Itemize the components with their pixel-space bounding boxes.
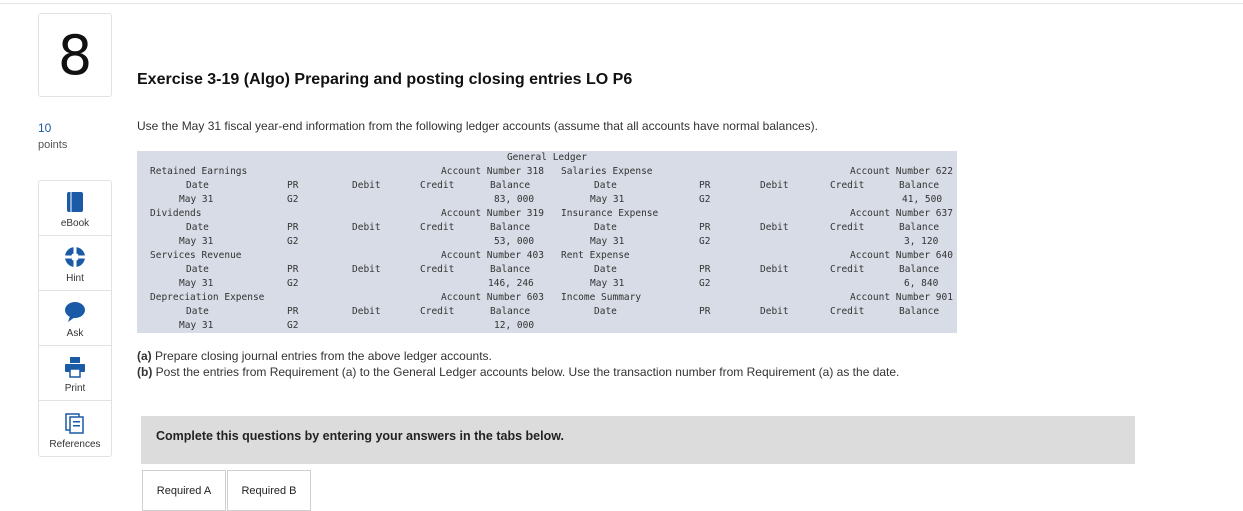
column-header-balance: Balance [899, 222, 940, 233]
account-name: Salaries Expense [561, 166, 653, 177]
column-header-date: Date [594, 306, 617, 317]
print-button[interactable] [39, 346, 111, 401]
requirement-a [137, 348, 977, 364]
column-header-pr: PR [699, 264, 711, 275]
tab-required-a[interactable] [142, 470, 226, 511]
account-name: Dividends [150, 208, 202, 219]
account-name: Rent Expense [561, 250, 630, 261]
account-number: Account Number 622 [850, 166, 953, 177]
entry-date: May 31 [179, 194, 214, 205]
ask-button[interactable] [39, 291, 111, 346]
requirement-b-label: (b) [137, 365, 153, 379]
column-header-credit: Credit [420, 180, 455, 191]
column-header-debit: Debit [760, 222, 789, 233]
entry-balance: 3, 120 [904, 236, 939, 247]
column-header-credit: Credit [830, 222, 865, 233]
column-header-debit: Debit [352, 306, 381, 317]
account-number: Account Number 640 [850, 250, 953, 261]
column-header-balance: Balance [490, 180, 531, 191]
entry-balance: 83, 000 [494, 194, 535, 205]
column-header-date: Date [186, 264, 209, 275]
account-number: Account Number 901 [850, 292, 953, 303]
column-header-pr: PR [699, 306, 711, 317]
entry-date: May 31 [590, 278, 625, 289]
column-header-pr: PR [287, 180, 299, 191]
column-header-balance: Balance [490, 306, 531, 317]
tab-label: Required A [156, 484, 212, 497]
entry-date: May 31 [179, 236, 214, 247]
references-label: References [49, 439, 101, 450]
column-header-balance: Balance [899, 180, 940, 191]
tab-label: Required B [241, 484, 297, 497]
account-name: Insurance Expense [561, 208, 659, 219]
column-header-credit: Credit [420, 264, 455, 275]
account-number: Account Number 318 [441, 166, 544, 177]
column-header-date: Date [186, 222, 209, 233]
column-header-credit: Credit [420, 306, 455, 317]
tab-required-b[interactable] [227, 470, 311, 511]
column-header-pr: PR [699, 180, 711, 191]
column-header-pr: PR [699, 222, 711, 233]
requirement-a-label: (a) [137, 349, 152, 363]
exercise-instructions: Use the May 31 fiscal year-end information from the following ledger accounts (assume that all accounts have normal balances). [137, 119, 819, 133]
hint-icon [64, 246, 86, 268]
account-number: Account Number 319 [441, 208, 544, 219]
print-icon [64, 356, 86, 378]
entry-balance: 12, 000 [494, 320, 535, 331]
ask-label: Ask [66, 328, 84, 339]
account-name: Retained Earnings [150, 166, 248, 177]
column-header-credit: Credit [830, 180, 865, 191]
column-header-debit: Debit [352, 222, 381, 233]
exercise-title: Exercise 3-19 (Algo) Preparing and posting closing entries LO P6 [137, 71, 633, 88]
column-header-debit: Debit [352, 180, 381, 191]
ebook-button[interactable] [39, 181, 111, 236]
column-header-balance: Balance [490, 222, 531, 233]
question-number-box [38, 13, 112, 97]
top-divider [0, 3, 1243, 4]
requirement-a-text: Prepare closing journal entries from the above ledger accounts. [155, 349, 492, 363]
entry-date: May 31 [179, 320, 214, 331]
ledger-title: General Ledger [506, 152, 588, 163]
column-header-pr: PR [287, 306, 299, 317]
requirements-text [137, 348, 977, 380]
entry-balance: 146, 246 [488, 278, 534, 289]
entry-balance: 6, 840 [904, 278, 939, 289]
account-number: Account Number 603 [441, 292, 544, 303]
references-button[interactable] [39, 401, 111, 456]
account-name: Depreciation Expense [150, 292, 265, 303]
column-header-date: Date [186, 180, 209, 191]
column-header-date: Date [594, 180, 617, 191]
entry-date: May 31 [590, 236, 625, 247]
entry-pr: G2 [287, 236, 299, 247]
column-header-date: Date [594, 264, 617, 275]
hint-label: Hint [66, 273, 84, 284]
hint-button[interactable] [39, 236, 111, 291]
column-header-debit: Debit [352, 264, 381, 275]
account-number: Account Number 403 [441, 250, 544, 261]
column-header-debit: Debit [760, 306, 789, 317]
column-header-debit: Debit [760, 180, 789, 191]
requirement-b-text: Post the entries from Requirement (a) to the General Ledger accounts below. Use the transaction number from Requirement (a) as the date. [155, 365, 900, 379]
column-header-debit: Debit [760, 264, 789, 275]
column-header-pr: PR [287, 222, 299, 233]
general-ledger [137, 151, 957, 333]
entry-pr: G2 [699, 194, 711, 205]
column-header-balance: Balance [490, 264, 531, 275]
question-number: 8 [57, 23, 93, 87]
account-name: Income Summary [561, 292, 642, 303]
column-header-date: Date [186, 306, 209, 317]
instructions-banner-text: Complete this questions by entering your answers in the tabs below. [156, 429, 564, 443]
column-header-credit: Credit [830, 264, 865, 275]
points-value: 10 [38, 121, 52, 135]
entry-date: May 31 [179, 278, 214, 289]
print-label: Print [64, 383, 86, 394]
account-number: Account Number 637 [850, 208, 953, 219]
entry-balance: 41, 500 [902, 194, 943, 205]
ebook-icon [65, 191, 85, 213]
instructions-banner [141, 416, 1135, 464]
column-header-credit: Credit [830, 306, 865, 317]
account-name: Services Revenue [150, 250, 242, 261]
column-header-date: Date [594, 222, 617, 233]
entry-balance: 53, 000 [494, 236, 535, 247]
entry-pr: G2 [699, 236, 711, 247]
entry-date: May 31 [590, 194, 625, 205]
entry-pr: G2 [287, 194, 299, 205]
points-label: points [38, 139, 68, 151]
ask-icon [64, 301, 86, 323]
column-header-credit: Credit [420, 222, 455, 233]
column-header-balance: Balance [899, 264, 940, 275]
ebook-label: eBook [60, 218, 90, 229]
column-header-balance: Balance [899, 306, 940, 317]
requirement-b [137, 364, 977, 380]
entry-pr: G2 [287, 320, 299, 331]
tools-panel [38, 180, 112, 457]
column-header-pr: PR [287, 264, 299, 275]
references-icon [64, 412, 86, 434]
entry-pr: G2 [287, 278, 299, 289]
entry-pr: G2 [699, 278, 711, 289]
